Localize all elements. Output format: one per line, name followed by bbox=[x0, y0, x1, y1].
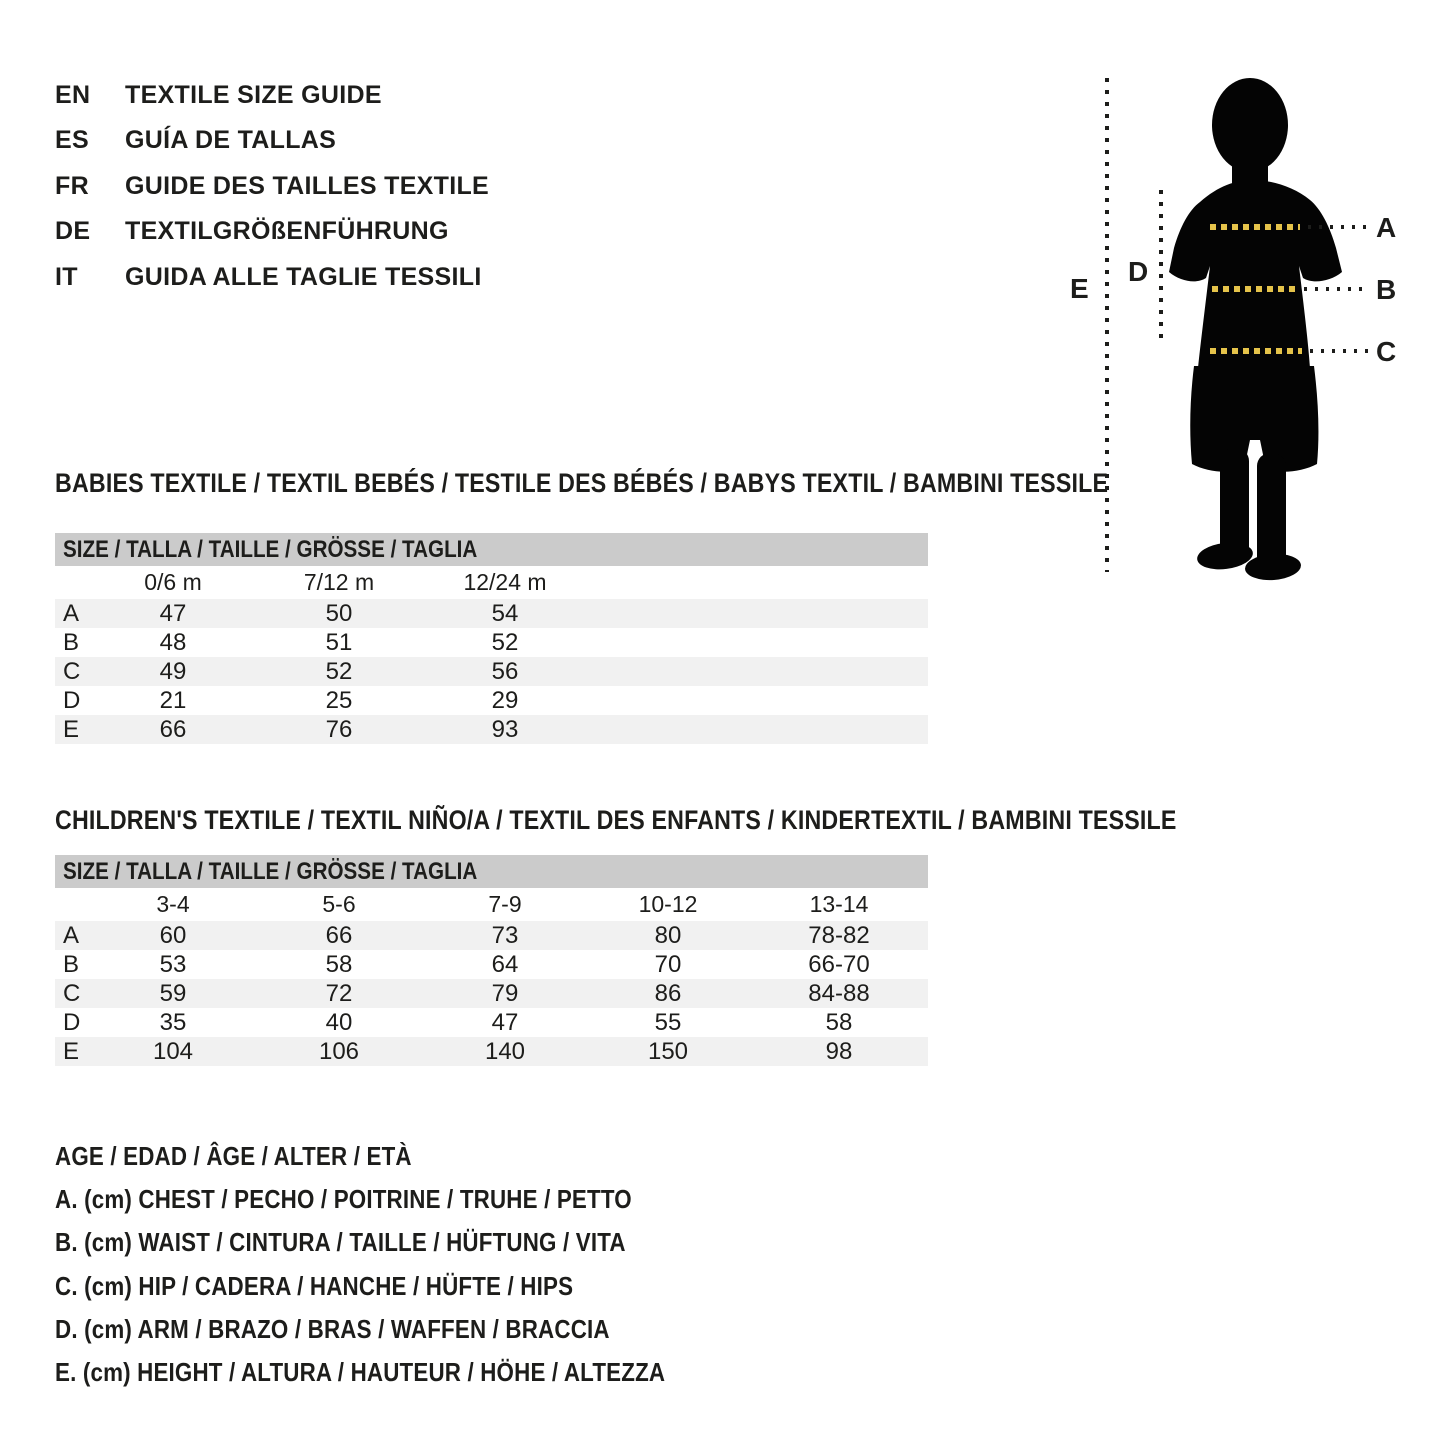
legend-line-waist: B. (cm) WAIST / CINTURA / TAILLE / HÜFTUNG / VITA bbox=[55, 1226, 626, 1257]
table-cell: 64 bbox=[491, 950, 519, 978]
table-row bbox=[55, 599, 928, 628]
table-cell: 47 bbox=[491, 1008, 519, 1036]
table-cell: 72 bbox=[325, 979, 353, 1007]
lang-title: TEXTILGRÖßENFÜHRUNG bbox=[125, 216, 449, 245]
measurement-figure bbox=[1060, 70, 1400, 590]
table-cell: 49 bbox=[159, 657, 187, 685]
table-cell: 78-82 bbox=[808, 921, 870, 949]
babies-section-title: BABIES TEXTILE / TEXTIL BEBÉS / TESTILE DES BÉBÉS / BABYS TEXTIL / BAMBINI TESSILE bbox=[55, 467, 1109, 498]
row-label: E bbox=[63, 715, 80, 743]
babies-size-table bbox=[55, 533, 928, 744]
table-cell: 70 bbox=[654, 950, 682, 978]
lang-code: DE bbox=[55, 216, 91, 245]
children-size-table bbox=[55, 855, 928, 1066]
table-cell: 80 bbox=[654, 921, 682, 949]
table-cell: 106 bbox=[318, 1037, 360, 1065]
table-cell: 50 bbox=[325, 599, 353, 627]
table-cell: 58 bbox=[825, 1008, 853, 1036]
table-row bbox=[55, 657, 928, 686]
table-cell: 60 bbox=[159, 921, 187, 949]
table-cell: 59 bbox=[159, 979, 187, 1007]
children-column-headers bbox=[55, 888, 928, 921]
row-label: E bbox=[63, 1037, 80, 1065]
lang-title: TEXTILE SIZE GUIDE bbox=[125, 80, 382, 109]
table-cell: 76 bbox=[325, 715, 353, 743]
measure-label-d: D bbox=[1128, 256, 1149, 287]
lang-title: GUÍA DE TALLAS bbox=[125, 125, 337, 154]
row-label: C bbox=[63, 657, 81, 685]
table-cell: 52 bbox=[325, 657, 353, 685]
lang-row-en bbox=[55, 73, 382, 117]
table-cell: 84-88 bbox=[808, 979, 870, 1007]
babies-column-headers bbox=[55, 566, 928, 599]
lang-code: EN bbox=[55, 80, 91, 109]
table-cell: 73 bbox=[491, 921, 519, 949]
babies-size-header-band: SIZE / TALLA / TAILLE / GRÖSSE / TAGLIA bbox=[55, 533, 928, 566]
table-cell: 66 bbox=[325, 921, 353, 949]
column-header: 13-14 bbox=[809, 891, 869, 917]
column-header: 10-12 bbox=[638, 891, 698, 917]
table-cell: 47 bbox=[159, 599, 187, 627]
row-label: D bbox=[63, 1008, 81, 1036]
table-cell: 56 bbox=[491, 657, 519, 685]
table-cell: 25 bbox=[325, 686, 353, 714]
table-cell: 29 bbox=[491, 686, 519, 714]
lang-row-it bbox=[55, 255, 482, 299]
legend-line-arm: D. (cm) ARM / BRAZO / BRAS / WAFFEN / BRACCIA bbox=[55, 1313, 610, 1344]
table-cell: 55 bbox=[654, 1008, 682, 1036]
measure-label-e: E bbox=[1070, 273, 1089, 304]
children-size-header-band: SIZE / TALLA / TAILLE / GRÖSSE / TAGLIA bbox=[55, 855, 928, 888]
column-header: 3-4 bbox=[156, 891, 190, 917]
table-cell: 21 bbox=[159, 686, 187, 714]
table-row bbox=[55, 686, 928, 715]
table-cell: 66-70 bbox=[808, 950, 870, 978]
silhouette-shoe-right bbox=[1244, 552, 1302, 582]
lang-row-es bbox=[55, 118, 336, 162]
column-header: 12/24 m bbox=[463, 569, 547, 595]
lang-title: GUIDA ALLE TAGLIE TESSILI bbox=[125, 262, 482, 291]
table-cell: 58 bbox=[325, 950, 353, 978]
lang-row-fr bbox=[55, 164, 489, 208]
table-cell: 86 bbox=[654, 979, 682, 1007]
lang-code: IT bbox=[55, 262, 78, 291]
column-header: 5-6 bbox=[322, 891, 356, 917]
measure-label-a: A bbox=[1376, 212, 1397, 243]
table-cell: 93 bbox=[491, 715, 519, 743]
table-row bbox=[55, 921, 928, 950]
legend-line-age: AGE / EDAD / ÂGE / ALTER / ETÀ bbox=[55, 1140, 412, 1171]
lang-code: FR bbox=[55, 171, 89, 200]
child-measurement-figure bbox=[1060, 70, 1400, 590]
row-label: A bbox=[63, 921, 80, 949]
table-cell: 53 bbox=[159, 950, 187, 978]
row-label: B bbox=[63, 950, 80, 978]
lang-row-de bbox=[55, 209, 449, 253]
row-label: B bbox=[63, 628, 80, 656]
table-row bbox=[55, 715, 928, 744]
table-cell: 48 bbox=[159, 628, 187, 656]
table-cell: 35 bbox=[159, 1008, 187, 1036]
table-row bbox=[55, 950, 928, 979]
table-cell: 98 bbox=[825, 1037, 853, 1065]
measure-label-c: C bbox=[1376, 336, 1397, 367]
legend-line-hip: C. (cm) HIP / CADERA / HANCHE / HÜFTE / HIPS bbox=[55, 1270, 574, 1301]
table-cell: 66 bbox=[159, 715, 187, 743]
column-header: 7/12 m bbox=[303, 569, 375, 595]
table-cell: 51 bbox=[325, 628, 353, 656]
lang-code: ES bbox=[55, 125, 89, 154]
table-row bbox=[55, 1008, 928, 1037]
table-cell: 79 bbox=[491, 979, 519, 1007]
table-cell: 150 bbox=[647, 1037, 689, 1065]
column-header: 7-9 bbox=[488, 891, 522, 917]
table-row bbox=[55, 628, 928, 657]
table-cell: 54 bbox=[491, 599, 519, 627]
table-row bbox=[55, 979, 928, 1008]
children-section-title: CHILDREN'S TEXTILE / TEXTIL NIÑO/A / TEXTIL DES ENFANTS / KINDERTEXTIL / BAMBINI TESSILE bbox=[55, 804, 1177, 835]
table-cell: 40 bbox=[325, 1008, 353, 1036]
column-header: 0/6 m bbox=[144, 569, 202, 595]
silhouette-shorts bbox=[1190, 366, 1318, 472]
legend-line-chest: A. (cm) CHEST / PECHO / POITRINE / TRUHE / PETTO bbox=[55, 1183, 632, 1214]
legend-line-height: E. (cm) HEIGHT / ALTURA / HAUTEUR / HÖHE / ALTEZZA bbox=[55, 1356, 666, 1387]
table-cell: 140 bbox=[484, 1037, 526, 1065]
lang-title: GUIDE DES TAILLES TEXTILE bbox=[125, 171, 490, 200]
row-label: C bbox=[63, 979, 81, 1007]
measure-label-b: B bbox=[1376, 274, 1397, 305]
child-silhouette bbox=[1169, 78, 1342, 582]
row-label: D bbox=[63, 686, 81, 714]
table-row bbox=[55, 1037, 928, 1066]
table-cell: 52 bbox=[491, 628, 519, 656]
row-label: A bbox=[63, 599, 80, 627]
table-cell: 104 bbox=[152, 1037, 194, 1065]
